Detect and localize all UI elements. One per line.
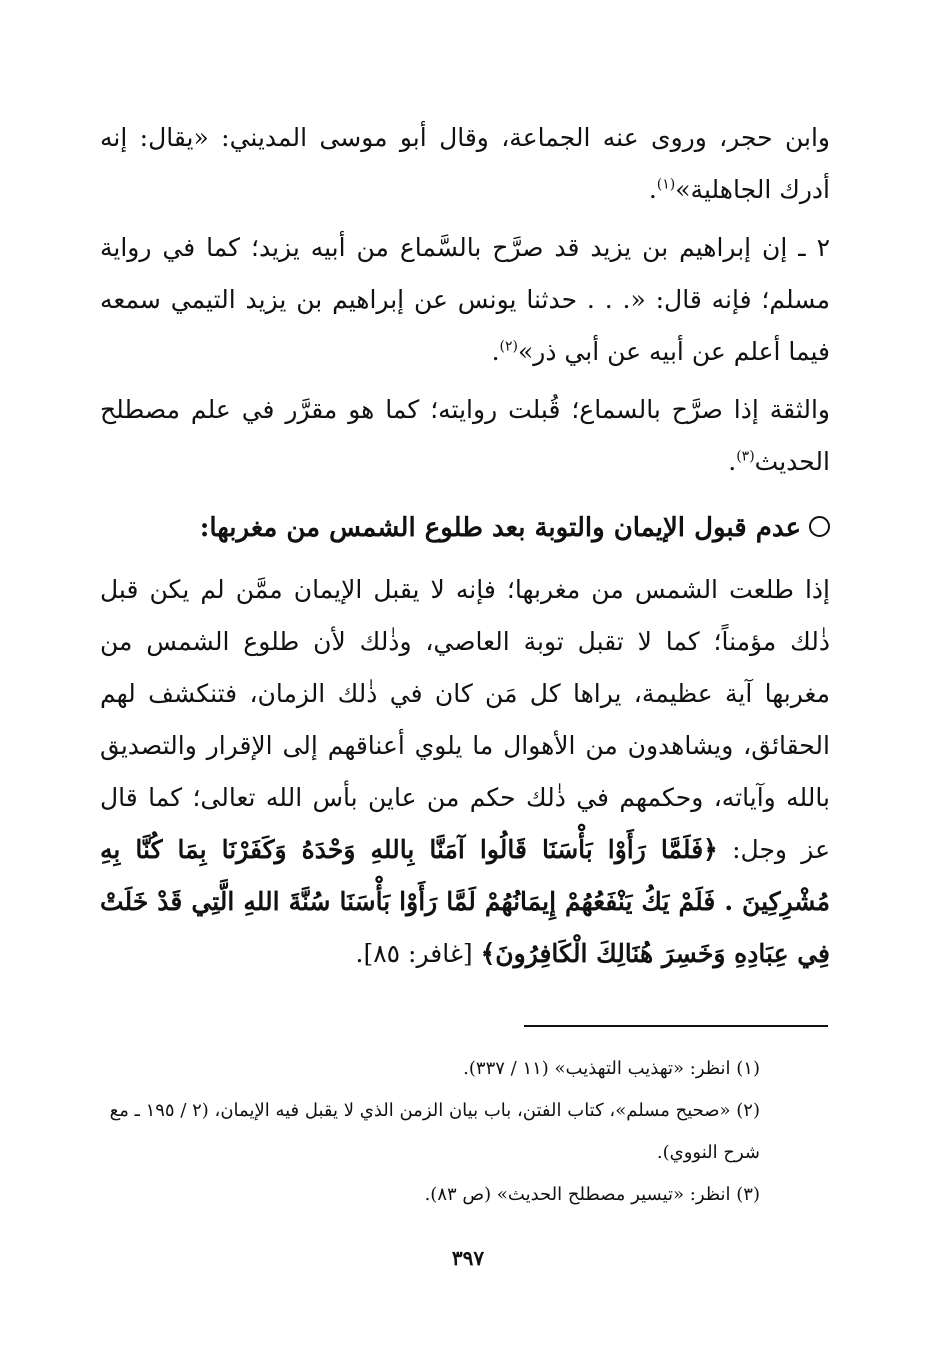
circle-bullet-icon: [809, 516, 830, 537]
footnote-1: (١) انظر: «تهذيب التهذيب» (١١ / ٣٣٧).: [463, 1058, 760, 1079]
body-paragraph: [100, 564, 830, 980]
footnote-ref-1: (١): [656, 176, 676, 193]
paragraph-text: ٢ ـ إن إبراهيم بن يزيد قد صرَّح بالسَّماع من أبيه يزيد؛ كما في رواية مسلم؛ فإنه قال: «. . . حدثنا يونس عن إبراهيم بن يزيد التيمي سمعه فيما أعلم عن أبيه عن أبي ذر»: [100, 233, 830, 366]
quran-verse: ﴿فَلَمَّا رَأَوْا بَأْسَنَا قَالُوا آمَنَّا بِاللهِ وَحْدَهُ وَكَفَرْنَا بِمَا كُنَّا بِهِ مُشْرِكِينَ . فَلَمْ يَكُ يَنْفَعُهُمْ إِيمَانُهُمْ لَمَّا رَأَوْا بَأْسَنَا سُنَّةَ اللهِ الَّتِي قَدْ خَلَتْ فِي عِبَادِهِ وَخَسِرَ هُنَالِكَ الْكَافِرُونَ﴾: [100, 835, 830, 968]
section-heading-text: عدم قبول الإيمان والتوبة بعد طلوع الشمس من مغربها:: [199, 513, 801, 543]
paragraph-text: وابن حجر، وروى عنه الجماعة، وقال أبو موسى المديني: «يقال: إنه أدرك الجاهلية»: [100, 123, 830, 204]
paragraph-text: والثقة إذا صرَّح بالسماع؛ قُبلت روايته؛ كما هو مقرَّر في علم مصطلح الحديث: [100, 395, 830, 476]
footnote-ref-3: (٣): [736, 448, 755, 465]
verse-citation: [غافر: ٨٥].: [355, 939, 473, 968]
paragraph-tail: .: [728, 447, 737, 476]
footnote-2: (٢) «صحيح مسلم»، كتاب الفتن، باب بيان الزمن الذي لا يقبل فيه الإيمان، (٢ / ١٩٥ ـ مع شرح النووي).: [109, 1100, 760, 1163]
footnote-divider: [524, 1025, 828, 1027]
paragraph-3: [100, 384, 830, 488]
paragraph-1: [100, 112, 830, 216]
main-text: [100, 112, 830, 980]
paragraph-tail: .: [648, 175, 657, 204]
paragraph-2: [100, 222, 830, 378]
footnotes: [100, 1048, 830, 1216]
page-number: ٣٩٧: [451, 1246, 485, 1270]
footnote-3: (٣) انظر: «تيسير مصطلح الحديث» (ص ٨٣).: [424, 1184, 760, 1205]
section-heading: [100, 502, 830, 554]
body-text: إذا طلعت الشمس من مغربها؛ فإنه لا يقبل الإيمان ممَّن لم يكن قبل ذٰلك مؤمناً؛ كما لا تقبل توبة العاصي، وذٰلك لأن طلوع الشمس من مغربها آية عظيمة، يراها كل مَن كان في ذٰلك الزمان، فتنكشف لهم الحقائق، ويشاهدون من الأهوال ما يلوي أعناقهم إلى الإقرار والتصديق بالله وآياته، وحكمهم في ذٰلك حكم من عاين بأس الله تعالى؛ كما قال عز وجل:: [100, 575, 830, 864]
footnote-ref-2: (٢): [499, 338, 518, 355]
paragraph-tail: .: [491, 337, 500, 366]
